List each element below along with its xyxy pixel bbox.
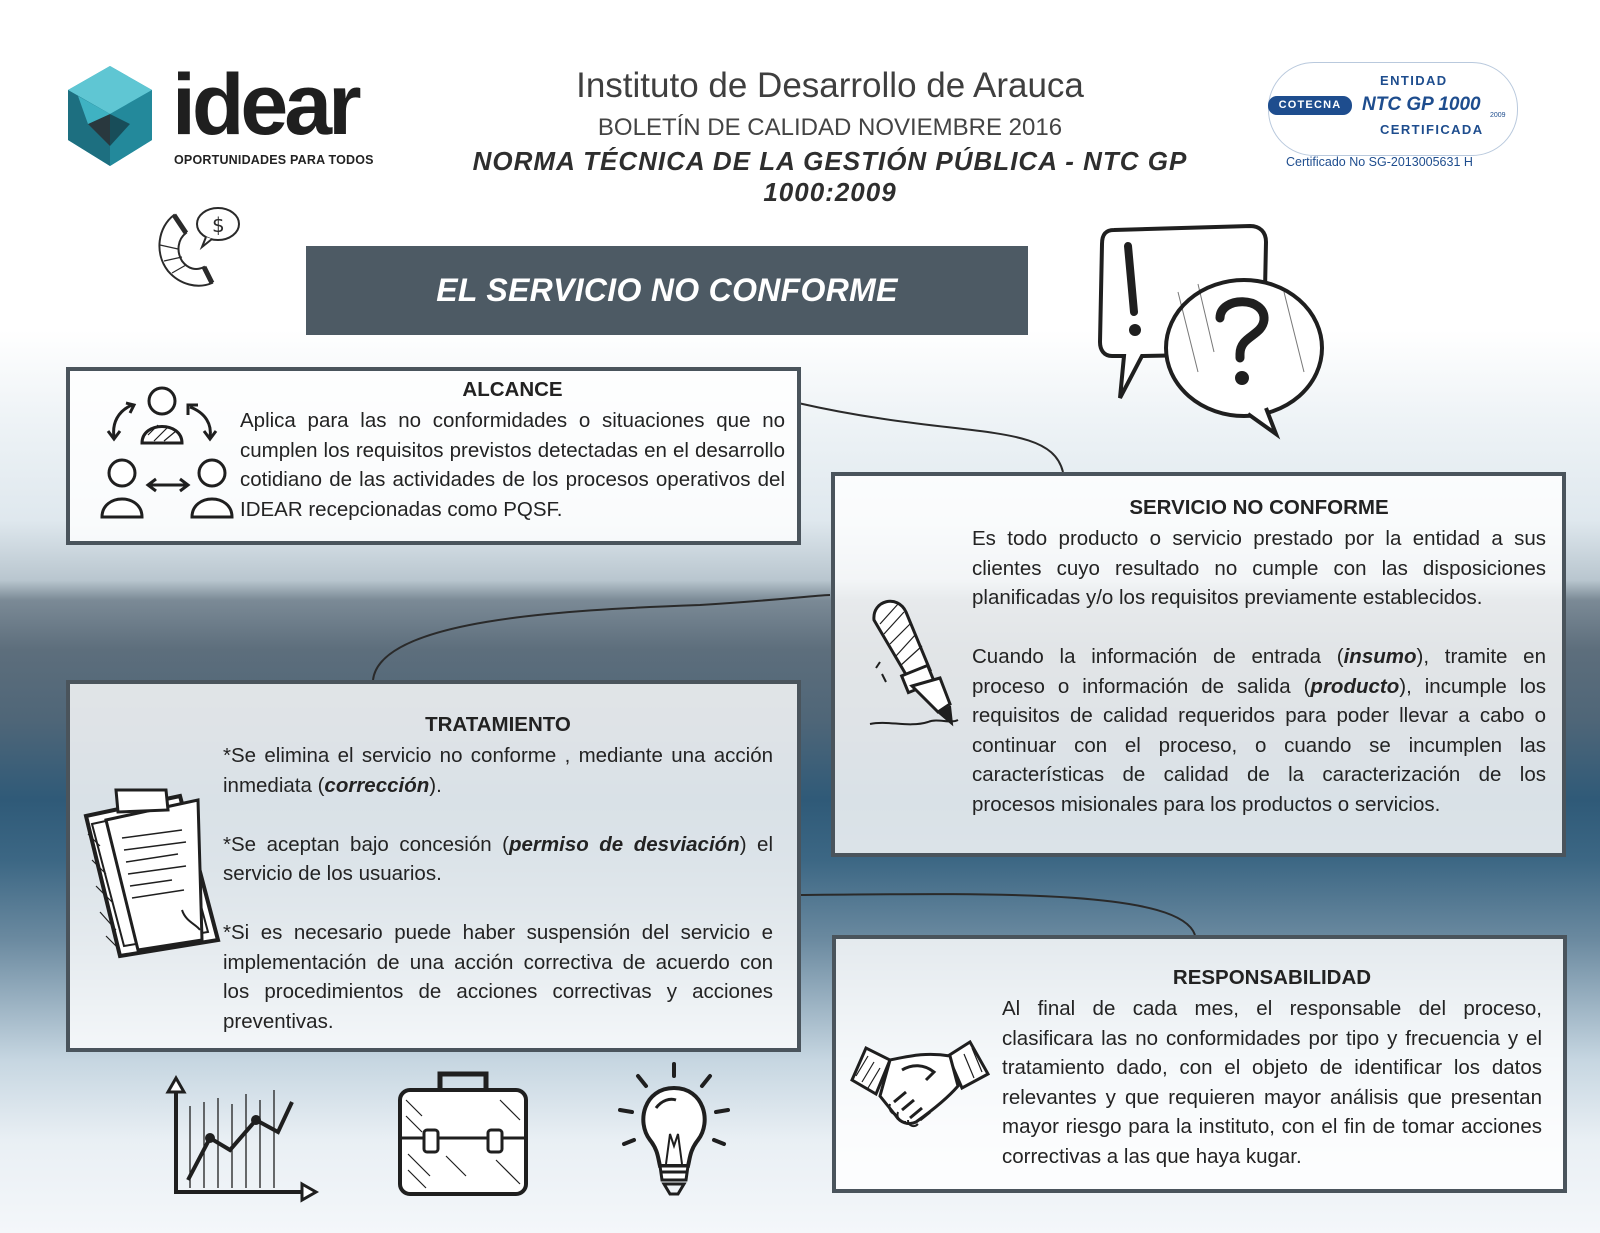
term-correccion: corrección <box>324 773 430 797</box>
cube-logo-icon <box>68 66 152 166</box>
term-permiso: permiso de desviación <box>509 832 740 856</box>
responsabilidad-text: Al final de cada mes, el responsable del proceso, clasificara las no conformidades por tipo y frecuencia y el tratamiento dado, con el objeto de identificar los datos relevantes y que requieren mayor análisis que presentan mayor riesgo para la instituto, con el fin de tomar acciones correctivas a las que haya kugar. <box>1002 997 1542 1168</box>
servicio-title: SERVICIO NO CONFORME <box>1129 496 1389 519</box>
certificate-number: Certificado No SG-2013005631 H <box>1286 155 1473 169</box>
bulletin-subtitle: BOLETÍN DE CALIDAD NOVIEMBRE 2016 <box>597 114 1063 141</box>
lightbulb-icon <box>616 1062 732 1200</box>
logo-wordmark: idear <box>172 57 358 153</box>
tratamiento-title: TRATAMIENTO <box>425 713 571 736</box>
tratamiento-paragraph-3: *Si es necesario puede haber suspensión del servicio e implementación de una acción correctiva de acuerdo con los procedimientos de acciones correctivas y acciones preventivas. <box>223 921 773 1033</box>
seal-standard: NTC GP 1000 <box>1362 94 1481 115</box>
seal-entity-label: ENTIDAD <box>1380 73 1448 88</box>
term-producto: producto <box>1310 674 1400 698</box>
responsabilidad-title: RESPONSABILIDAD <box>1172 966 1372 989</box>
svg-text:$: $ <box>212 213 225 237</box>
term-insumo: insumo <box>1343 645 1417 668</box>
servicio-paragraph-1: Es todo producto o servicio prestado por la entidad a sus clientes cuyo resultado no cumple con las disposiciones planificadas y/o los requisitos previamente establecidos. <box>972 527 1546 609</box>
people-exchange-icon <box>102 385 232 520</box>
tratamiento-paragraph-2: *Se aceptan bajo concesión (permiso de desviación) el servicio de los usuarios. <box>223 832 773 885</box>
clipboard-icon <box>82 790 222 958</box>
phone-dollar-icon <box>152 205 244 293</box>
seal-certified-label: CERTIFICADA <box>1380 122 1484 137</box>
tratamiento-paragraph-1: *Se elimina el servicio no conforme , mediante una acción inmediata (corrección). <box>223 744 773 797</box>
handshake-icon <box>850 1030 990 1130</box>
briefcase-icon <box>396 1070 530 1200</box>
norm-title: NORMA TÉCNICA DE LA GESTIÓN PÚBLICA - NTC GP 1000:2009 <box>472 146 1188 207</box>
pen-icon <box>868 594 960 732</box>
section-banner-title: EL SERVICIO NO CONFORME <box>436 272 898 308</box>
seal-year: 2009 <box>1490 112 1506 119</box>
seal-brand: COTECNA <box>1268 96 1352 115</box>
alcance-text: Aplica para las no conformidades o situaciones que no cumplen los requisitos previstos detectadas en el desarrollo cotidiano de las actividades de los procesos operativos del IDEAR recepcionadas como PQSF. <box>240 409 785 521</box>
alcance-title: ALCANCE <box>462 378 563 401</box>
logo-tagline: OPORTUNIDADES PARA TODOS <box>174 153 374 167</box>
growth-chart-icon <box>166 1076 318 1198</box>
servicio-paragraph-2: Cuando la información de entrada (insumo), tramite en proceso o información de salida (producto), incumple los requisitos de calidad requeridos para poder llevar a cabo o continuar con el proceso, o cuando se incumplen las características de calidad de la caracterización de los procesos misionales para los productos o servicios. <box>972 645 1546 816</box>
tratamiento-text <box>223 741 773 1036</box>
speech-bubbles-icon <box>1098 222 1330 437</box>
servicio-text <box>972 524 1546 819</box>
institute-title: Instituto de Desarrollo de Arauca <box>576 66 1084 105</box>
